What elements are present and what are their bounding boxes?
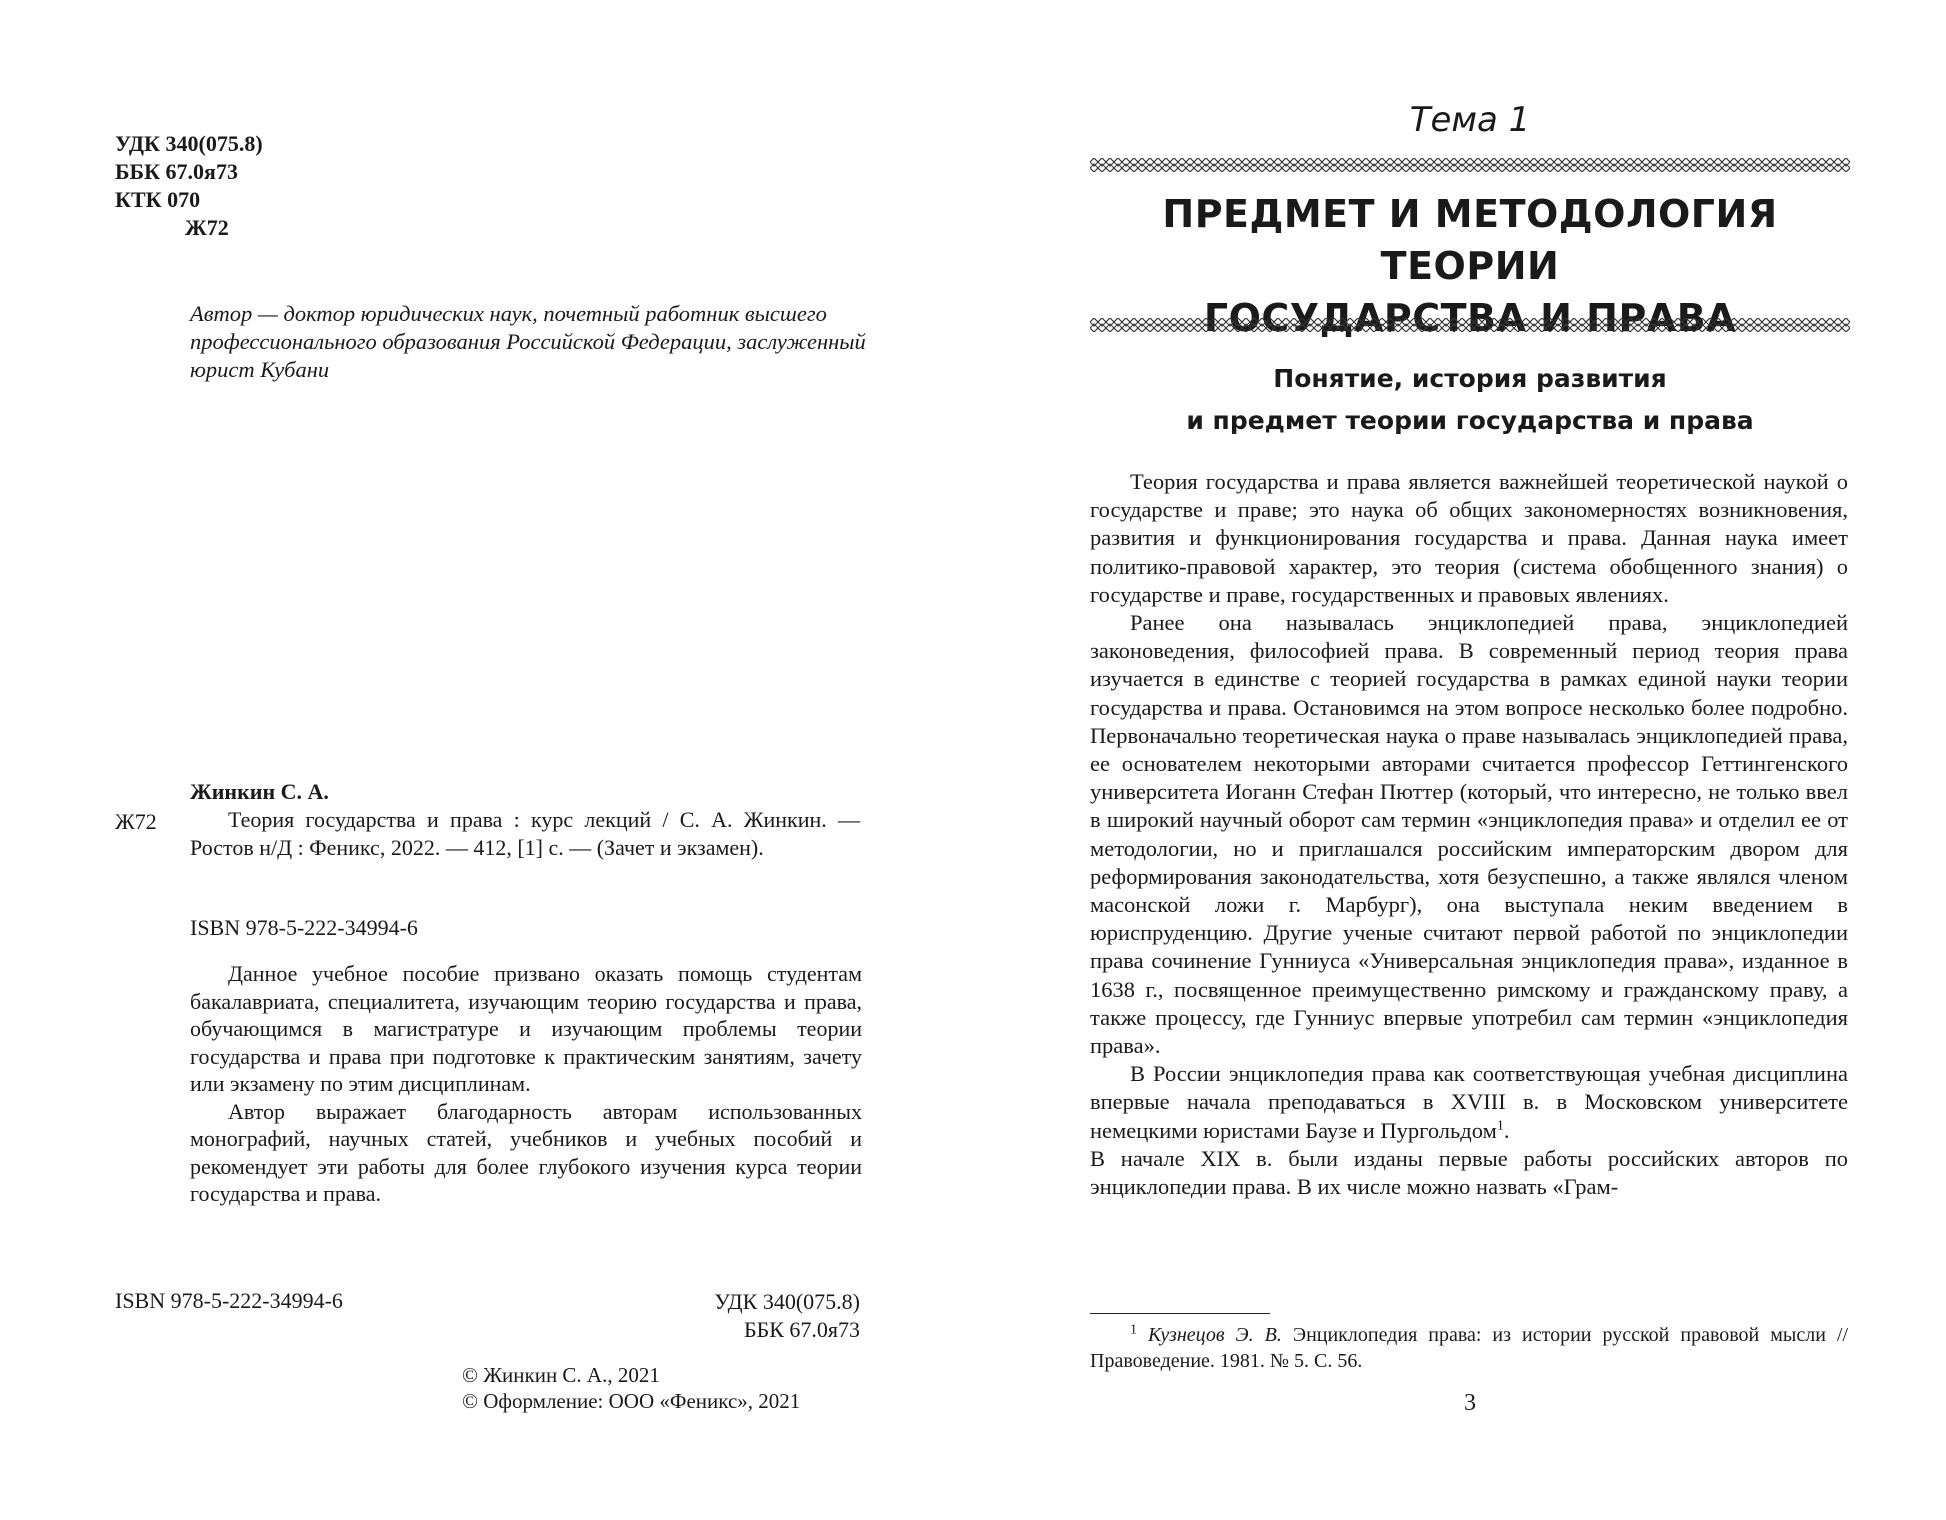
ornament-divider [1090,318,1850,332]
body-paragraph: Ранее она называлась энциклопедией права, энциклопедией законоведения, философией права. В современный период теория права изучается в единстве с теорией государства в рамках единой науки теории государства и права. Остановимся на этом вопросе несколько более подробно. Первоначально теоретическая наука о праве называлась энциклопедией права, ее основателем некоторыми авторами считается профессор Геттингенского университета Иоганн Стефан Пюттер (который, что интересно, не только ввел в широкий научный оборот сам термин «энциклопедия права» и отделил ее от методологии, но и приглашался российским императорским двором для реформирования законодательства, хотя безуспешно, а также являлся членом масонской ложи г. Марбург), она выступала неким введением в юриспруденцию. Другие ученые считают первой работой по энциклопедии права сочинение Гунниуса «Универсальная энциклопедия права», изданное в 1638 г., посвященное преимущественно римскому и гражданскому праву, а также процессу, где Гунниус впервые употребил сам термин «энциклопедия права». [1090,610,1848,1059]
subtitle-line: и предмет теории государства и права [1186,406,1754,435]
udk-code: УДК 340(075.8) [115,131,263,156]
body-paragraph: В России энциклопедия права как соответствующая учебная дисциплина впервые начала преподаваться в XVIII в. в Московском университете немецкими юристами Баузе и Пургольдом$^1$. [1090,1061,1848,1143]
body-paragraph-text: В России энциклопедия права как соответствующая учебная дисциплина впервые начала преподаваться в XVIII в. в Московском университете немецкими юристами Баузе и Пургольдом [1090,1061,1848,1143]
classification-codes [115,130,263,242]
copyright [462,1362,800,1414]
subtitle-line: Понятие, история развития [1273,364,1667,393]
theme-heading: Тема 1 [1409,100,1531,140]
author-mark: Ж72 [185,215,229,240]
footnote [1090,1322,1848,1374]
section-subtitle [1090,358,1850,442]
bib-author: Жинкин С. А. [190,779,329,804]
bbk-code: ББК 67.0я73 [115,159,238,184]
footnote-mark: 1 [1130,1322,1137,1338]
bib-code: Ж72 [115,809,157,834]
bottom-codes [714,1288,860,1344]
page-number: 3 [1464,1390,1476,1416]
isbn: ISBN 978-5-222-34994-6 [190,915,418,940]
ktk-code: КТК 070 [115,187,201,212]
annotation-paragraph: Автор выражает благодарность авторам использованных монографий, научных статей, учебников и учебных пособий и рекомендует эти работы для более глубокого изучения курса теории государства и права. [190,1098,862,1206]
body-paragraph: Теория государства и права является важнейшей теоретической наукой о государстве и праве; это наука об общих закономерностях возникновения, развития и функционирования государства и права. Данная наука имеет политико-правовой характер, это теория (система обобщенного знания) о государстве и праве, государственных и правовых явлениях. [1090,469,1848,607]
bottom-isbn: ISBN 978-5-222-34994-6 [115,1288,343,1313]
bottom-bbk: ББК 67.0я73 [743,1317,860,1342]
footnote-ref[interactable]: 1 [1496,1118,1504,1134]
footnote-rule [1090,1313,1270,1314]
copyright-author: © Жинкин С. А., 2021 [462,1363,660,1387]
copyright-design: © Оформление: ООО «Феникс», 2021 [462,1389,801,1413]
bib-description: Теория государства и права : курс лекций / С. А. Жинкин. — Ростов н/Д : Феникс, 2022. — 412, [1] с. — (Зачет и экзамен). [190,807,860,860]
footnote-author: Кузнецов Э. В. [1148,1324,1282,1346]
ornament-divider [1090,158,1850,172]
author-note: Автор — доктор юридических наук, почетный работник высшего профессионального образования Российской Федерации, заслуженный юрист Кубани [190,301,866,382]
body-text [1090,468,1848,1201]
footnote-text: Энциклопедия права: из истории русской правовой мысли // Правоведение. 1981. № 5. С. 56. [1090,1324,1849,1372]
chapter-title-line: ПРЕДМЕТ И МЕТОДОЛОГИЯ ТЕОРИИ [1162,192,1778,288]
annotation-paragraph: Данное учебное пособие призвано оказать помощь студентам бакалавриата, специалитета, изучающим теорию государства и права, обучающимся в магистратуре и изучающим проблемы теории государства и права при подготовке к практическим занятиям, зачету или экзамену по этим дисциплинам. [190,961,862,1096]
annotation [190,960,862,1208]
bottom-udk: УДК 340(075.8) [714,1289,860,1314]
body-paragraph: В начале XIX в. были изданы первые работы российских авторов по энциклопедии права. В их числе можно назвать «Грам- [1090,1145,1848,1200]
